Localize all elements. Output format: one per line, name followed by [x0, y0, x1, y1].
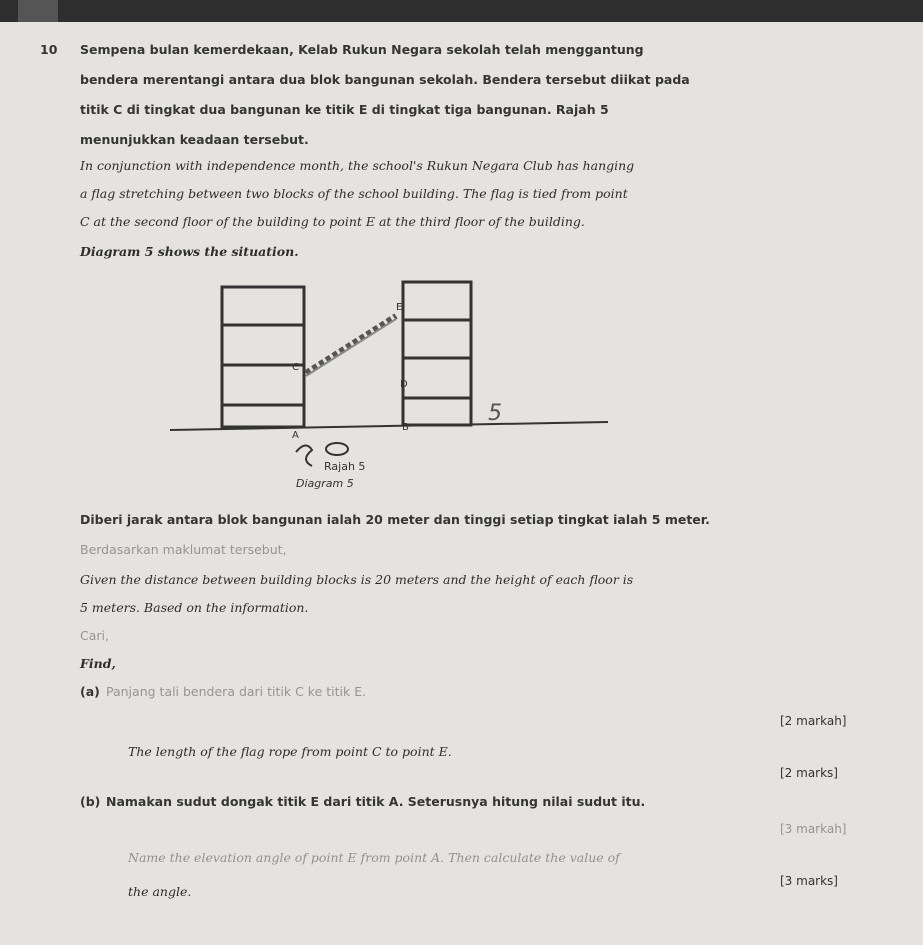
intro-english-line-4: Diagram 5 shows the situation.	[80, 244, 299, 259]
question-number: 10	[40, 42, 58, 57]
part-b-label: (b)	[80, 794, 101, 809]
caption-malay: Rajah 5	[324, 460, 366, 473]
intro-malay-line-3: titik C di tingkat dua bangunan ke titik E di tingkat tiga bangunan. Rajah 5	[80, 102, 609, 117]
point-c-label: C	[292, 362, 299, 373]
part-a-malay: Panjang tali bendera dari titik C ke titik E.	[106, 684, 367, 699]
flag-rope-edge	[306, 319, 396, 376]
given-english-line-2: 5 meters. Based on the information.	[80, 600, 309, 615]
top-dark-notch	[18, 0, 58, 22]
given-english-line-1: Given the distance between building blocks is 20 meters and the height of each floor is	[80, 572, 634, 587]
given-malay: Diberi jarak antara blok bangunan ialah 20 meter dan tinggi setiap tingkat ialah 5 meter.	[80, 512, 710, 527]
part-a-marks-malay: [2 markah]	[780, 714, 847, 728]
part-b-english-line-2: the angle.	[128, 884, 192, 899]
handwritten-squiggle-mark	[296, 445, 312, 466]
part-b-english-line-1: Name the elevation angle of point E from point A. Then calculate the value of	[128, 850, 620, 865]
part-b-marks-english: [3 marks]	[780, 874, 838, 888]
point-b-label: B	[402, 422, 409, 433]
intro-malay-line-2: bendera merentangi antara dua blok bangunan sekolah. Bendera tersebut diikat pada	[80, 72, 690, 87]
intro-malay-line-4: menunjukkan keadaan tersebut.	[80, 132, 309, 147]
part-b-marks-malay: [3 markah]	[780, 822, 847, 836]
right-building	[403, 282, 471, 425]
find-malay: Cari,	[80, 628, 109, 643]
left-building	[222, 287, 304, 427]
part-a-english: The length of the flag rope from point C to point E.	[128, 744, 452, 759]
point-a-label: A	[292, 430, 299, 441]
top-dark-band	[0, 0, 923, 22]
point-e-label: E	[396, 302, 403, 313]
part-a-marks-english: [2 marks]	[780, 766, 838, 780]
intro-english-line-1: In conjunction with independence month, the school's Rukun Negara Club has hanging	[80, 158, 635, 173]
handwritten-circle-mark	[326, 443, 348, 455]
intro-english-line-3: C at the second floor of the building to point E at the third floor of the building.	[80, 214, 585, 229]
part-a-label: (a)	[80, 684, 100, 699]
flag-rope	[306, 316, 396, 373]
point-d-label: D	[400, 379, 408, 390]
handwritten-five: 5	[488, 401, 502, 426]
intro-english-line-2: a flag stretching between two blocks of the school building. The flag is tied from point	[80, 186, 628, 201]
caption-english: Diagram 5	[296, 477, 354, 490]
based-malay: Berdasarkan maklumat tersebut,	[80, 542, 287, 557]
find-english: Find,	[80, 656, 116, 671]
intro-malay-line-1: Sempena bulan kemerdekaan, Kelab Rukun Negara sekolah telah menggantung	[80, 42, 644, 57]
part-b-malay: Namakan sudut dongak titik E dari titik A. Seterusnya hitung nilai sudut itu.	[106, 794, 646, 809]
diagram-5	[0, 270, 923, 500]
